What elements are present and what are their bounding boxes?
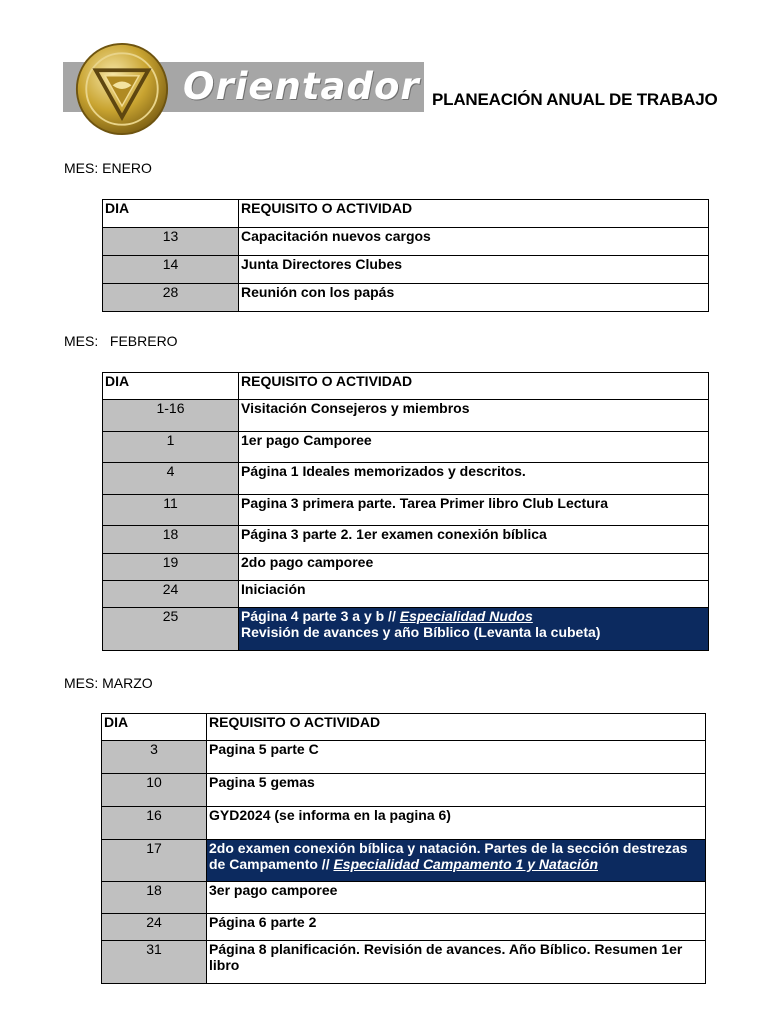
schedule-table — [101, 713, 706, 984]
activity-cell: Página 1 Ideales memorizados y descritos. — [239, 463, 709, 495]
table-row — [103, 581, 709, 608]
table-row — [103, 495, 709, 526]
activity-cell: Capacitación nuevos cargos — [239, 228, 709, 256]
day-cell: 19 — [103, 554, 239, 581]
activity-cell: 1er pago Camporee — [239, 432, 709, 463]
day-cell: 31 — [102, 941, 207, 984]
logo-brand-text: Orientador — [183, 65, 420, 108]
table-row — [103, 228, 709, 256]
activity-text: Página 4 parte 3 a y b // — [241, 608, 400, 624]
page-title: PLANEACIÓN ANUAL DE TRABAJO — [432, 90, 718, 109]
table-row — [102, 882, 706, 914]
day-cell: 24 — [103, 581, 239, 608]
schedule-table — [102, 199, 709, 312]
activity-cell: Visitación Consejeros y miembros — [239, 400, 709, 432]
table-row — [103, 400, 709, 432]
day-cell: 13 — [103, 228, 239, 256]
column-header-activity: REQUISITO O ACTIVIDAD — [239, 373, 709, 400]
table-row — [103, 463, 709, 495]
day-cell: 3 — [102, 741, 207, 774]
schedule-table — [102, 372, 709, 651]
column-header-day: DIA — [103, 373, 239, 400]
month-label: MES: MARZO — [64, 675, 153, 691]
activity-cell: Página 3 parte 2. 1er examen conexión bíblica — [239, 526, 709, 554]
day-cell: 28 — [103, 284, 239, 312]
day-cell: 17 — [102, 840, 207, 882]
day-cell: 11 — [103, 495, 239, 526]
activity-cell: Página 6 parte 2 — [207, 914, 706, 941]
table-header-row — [103, 373, 709, 400]
day-cell: 24 — [102, 914, 207, 941]
table-row — [102, 741, 706, 774]
table-row — [103, 432, 709, 463]
activity-cell — [207, 840, 706, 882]
column-header-day: DIA — [103, 200, 239, 228]
month-label: MES: FEBRERO — [64, 333, 178, 349]
month-label: MES: ENERO — [64, 160, 152, 176]
table-row — [102, 774, 706, 807]
table-header-row — [103, 200, 709, 228]
day-cell: 18 — [102, 882, 207, 914]
table-row-highlighted — [103, 608, 709, 651]
table-row — [102, 914, 706, 941]
emblem-icon — [75, 42, 169, 136]
activity-text: Revisión de avances y año Bíblico (Levanta la cubeta) — [241, 624, 601, 640]
activity-cell: Reunión con los papás — [239, 284, 709, 312]
table-row-highlighted — [102, 840, 706, 882]
day-cell: 18 — [103, 526, 239, 554]
day-cell: 16 — [102, 807, 207, 840]
column-header-day: DIA — [102, 714, 207, 741]
activity-cell: Iniciación — [239, 581, 709, 608]
table-row — [102, 941, 706, 984]
orientador-logo — [63, 42, 424, 132]
activity-cell: GYD2024 (se informa en la pagina 6) — [207, 807, 706, 840]
table-row — [103, 256, 709, 284]
activity-cell: 3er pago camporee — [207, 882, 706, 914]
column-header-activity: REQUISITO O ACTIVIDAD — [207, 714, 706, 741]
activity-text: 2do examen conexión bíblica y natación. Partes de la sección destrezas de Campamento // — [209, 840, 688, 872]
table-header-row — [102, 714, 706, 741]
day-cell: 1 — [103, 432, 239, 463]
day-cell: 4 — [103, 463, 239, 495]
column-header-activity: REQUISITO O ACTIVIDAD — [239, 200, 709, 228]
activity-cell: Pagina 5 gemas — [207, 774, 706, 807]
activity-cell — [239, 608, 709, 651]
day-cell: 1-16 — [103, 400, 239, 432]
specialty-link[interactable]: Especialidad Campamento 1 y Natación — [333, 856, 598, 872]
table-row — [103, 284, 709, 312]
activity-cell: Página 8 planificación. Revisión de avances. Año Bíblico. Resumen 1er libro — [207, 941, 706, 984]
table-row — [103, 526, 709, 554]
table-row — [102, 807, 706, 840]
day-cell: 25 — [103, 608, 239, 651]
activity-cell: Pagina 3 primera parte. Tarea Primer libro Club Lectura — [239, 495, 709, 526]
activity-cell: 2do pago camporee — [239, 554, 709, 581]
day-cell: 14 — [103, 256, 239, 284]
specialty-link[interactable]: Especialidad Nudos — [399, 608, 533, 624]
activity-cell: Junta Directores Clubes — [239, 256, 709, 284]
activity-cell: Pagina 5 parte C — [207, 741, 706, 774]
table-row — [103, 554, 709, 581]
day-cell: 10 — [102, 774, 207, 807]
